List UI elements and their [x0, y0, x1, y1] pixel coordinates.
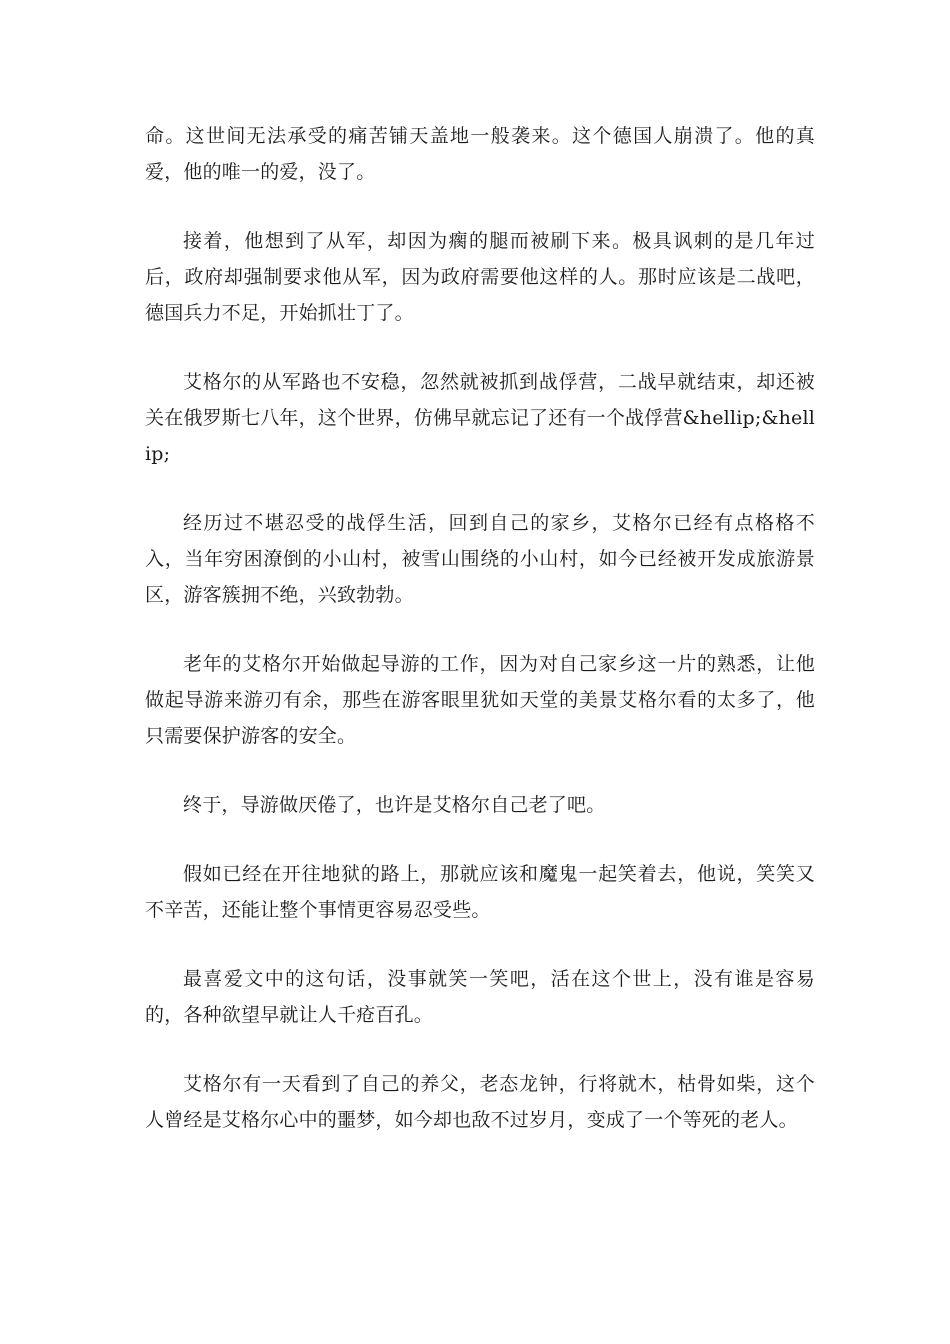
- paragraph-3: 艾格尔的从军路也不安稳，忽然就被抓到战俘营，二战早就结束，却还被关在俄罗斯七八年，这个世界，仿佛早就忘记了还有一个战俘营&hellip;&hellip;: [145, 371, 815, 465]
- paragraph-4: 经历过不堪忍受的战俘生活，回到自己的家乡，艾格尔已经有点格格不入，当年穷困潦倒的小山村，被雪山围绕的小山村，如今已经被开发成旅游景区，游客簇拥不绝，兴致勃勃。: [145, 512, 815, 606]
- document-body: [145, 118, 815, 1171]
- paragraph-7: 假如已经在开往地狱的路上，那就应该和魔鬼一起笑着去，他说，笑笑又不辛苦，还能让整个事情更容易忍受些。: [145, 863, 815, 921]
- paragraph-1: 命。这世间无法承受的痛苦铺天盖地一般袭来。这个德国人崩溃了。他的真爱，他的唯一的爱，没了。: [145, 125, 815, 183]
- paragraph-8: 最喜爱文中的这句话，没事就笑一笑吧，活在这个世上，没有谁是容易的，各种欲望早就让人千疮百孔。: [145, 968, 815, 1026]
- paragraph-5: 老年的艾格尔开始做起导游的工作，因为对自己家乡这一片的熟悉，让他做起导游来游刃有余，那些在游客眼里犹如天堂的美景艾格尔看的太多了，他只需要保护游客的安全。: [145, 653, 815, 747]
- paragraph-6: 终于，导游做厌倦了，也许是艾格尔自己老了吧。: [183, 794, 606, 816]
- paragraph-9: 艾格尔有一天看到了自己的养父，老态龙钟，行将就木，枯骨如柴，这个人曾经是艾格尔心中的噩梦，如今却也敌不过岁月，变成了一个等死的老人。: [145, 1073, 815, 1131]
- paragraph-2: 接着，他想到了从军，却因为瘸的腿而被刷下来。极具讽刺的是几年过后，政府却强制要求他从军，因为政府需要他这样的人。那时应该是二战吧，德国兵力不足，开始抓壮丁了。: [145, 230, 815, 324]
